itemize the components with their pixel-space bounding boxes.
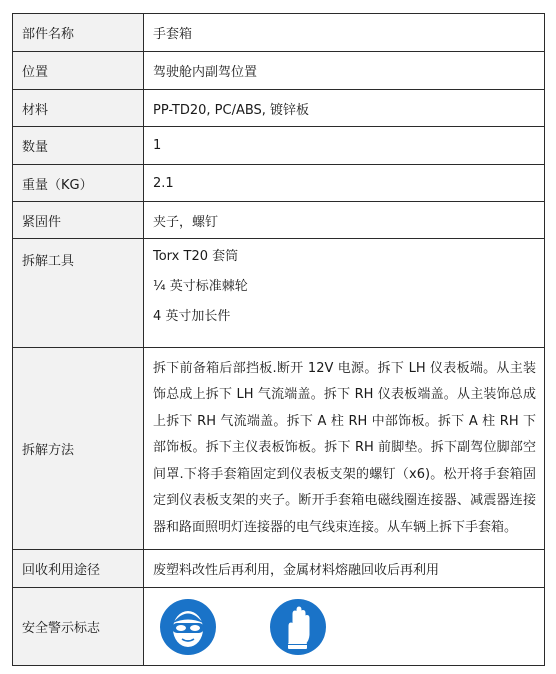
eye-protection-icon: [157, 596, 219, 658]
tool-item: Torx T20 套筒: [153, 249, 239, 264]
row-location: [13, 52, 545, 90]
row-weight: [13, 165, 545, 202]
fasteners-value: 夹子，螺钉: [144, 202, 545, 239]
quantity-value: 1: [144, 127, 545, 165]
method-value: 拆下前备箱后部挡板.断开 12V 电源。拆下 LH 仪表板端。从主装饰总成上拆下 LH 气流端盖。拆下 RH 仪表板端盖。从主装饰总成上拆下 RH 气流端盖。拆下 A 柱 RH 中部饰板。拆下 A 柱 RH 下部饰板。拆下主仪表板饰板。拆下 RH 前脚垫。拆下副驾位脚部空间罩.下将手套箱固定到仪表板支架的螺钉（x6)。松开将手套箱固定到仪表板支架的夹子。断开手套箱电磁线圈连接器、减震器连接器和路面照明灯连接器的电气线束连接。从车辆上拆下手套箱。: [144, 348, 545, 550]
row-material: [13, 90, 545, 127]
quantity-label: 数量: [13, 127, 144, 165]
recycling-label: 回收利用途径: [13, 550, 144, 588]
safety-label: 安全警示标志: [13, 588, 144, 666]
row-fasteners: [13, 202, 545, 239]
tool-item: 4 英寸加长件: [153, 309, 231, 324]
weight-label: 重量（KG）: [13, 165, 144, 202]
tools-label: 拆解工具: [13, 239, 144, 348]
location-value: 驾驶舱内副驾位置: [144, 52, 545, 90]
row-part-name: [13, 14, 545, 52]
fasteners-label: 紧固件: [13, 202, 144, 239]
disassembly-spec-table: [12, 13, 545, 666]
material-label: 材料: [13, 90, 144, 127]
safety-icons: [144, 588, 545, 666]
row-quantity: [13, 127, 545, 165]
tools-list: [144, 239, 545, 348]
material-value: PP-TD20, PC/ABS, 镀锌板: [144, 90, 545, 127]
row-method: [13, 348, 545, 550]
part-name-label: 部件名称: [13, 14, 144, 52]
weight-value: 2.1: [144, 165, 545, 202]
recycling-value: 废塑料改性后再利用，金属材料熔融回收后再利用: [144, 550, 545, 588]
method-label: 拆解方法: [13, 348, 144, 550]
location-label: 位置: [13, 52, 144, 90]
row-safety: [13, 588, 545, 666]
row-recycling: [13, 550, 545, 588]
row-tools: [13, 239, 545, 348]
part-name-value: 手套箱: [144, 14, 545, 52]
tool-item: ¼ 英寸标准棘轮: [153, 279, 248, 294]
glove-protection-icon: [267, 596, 329, 658]
